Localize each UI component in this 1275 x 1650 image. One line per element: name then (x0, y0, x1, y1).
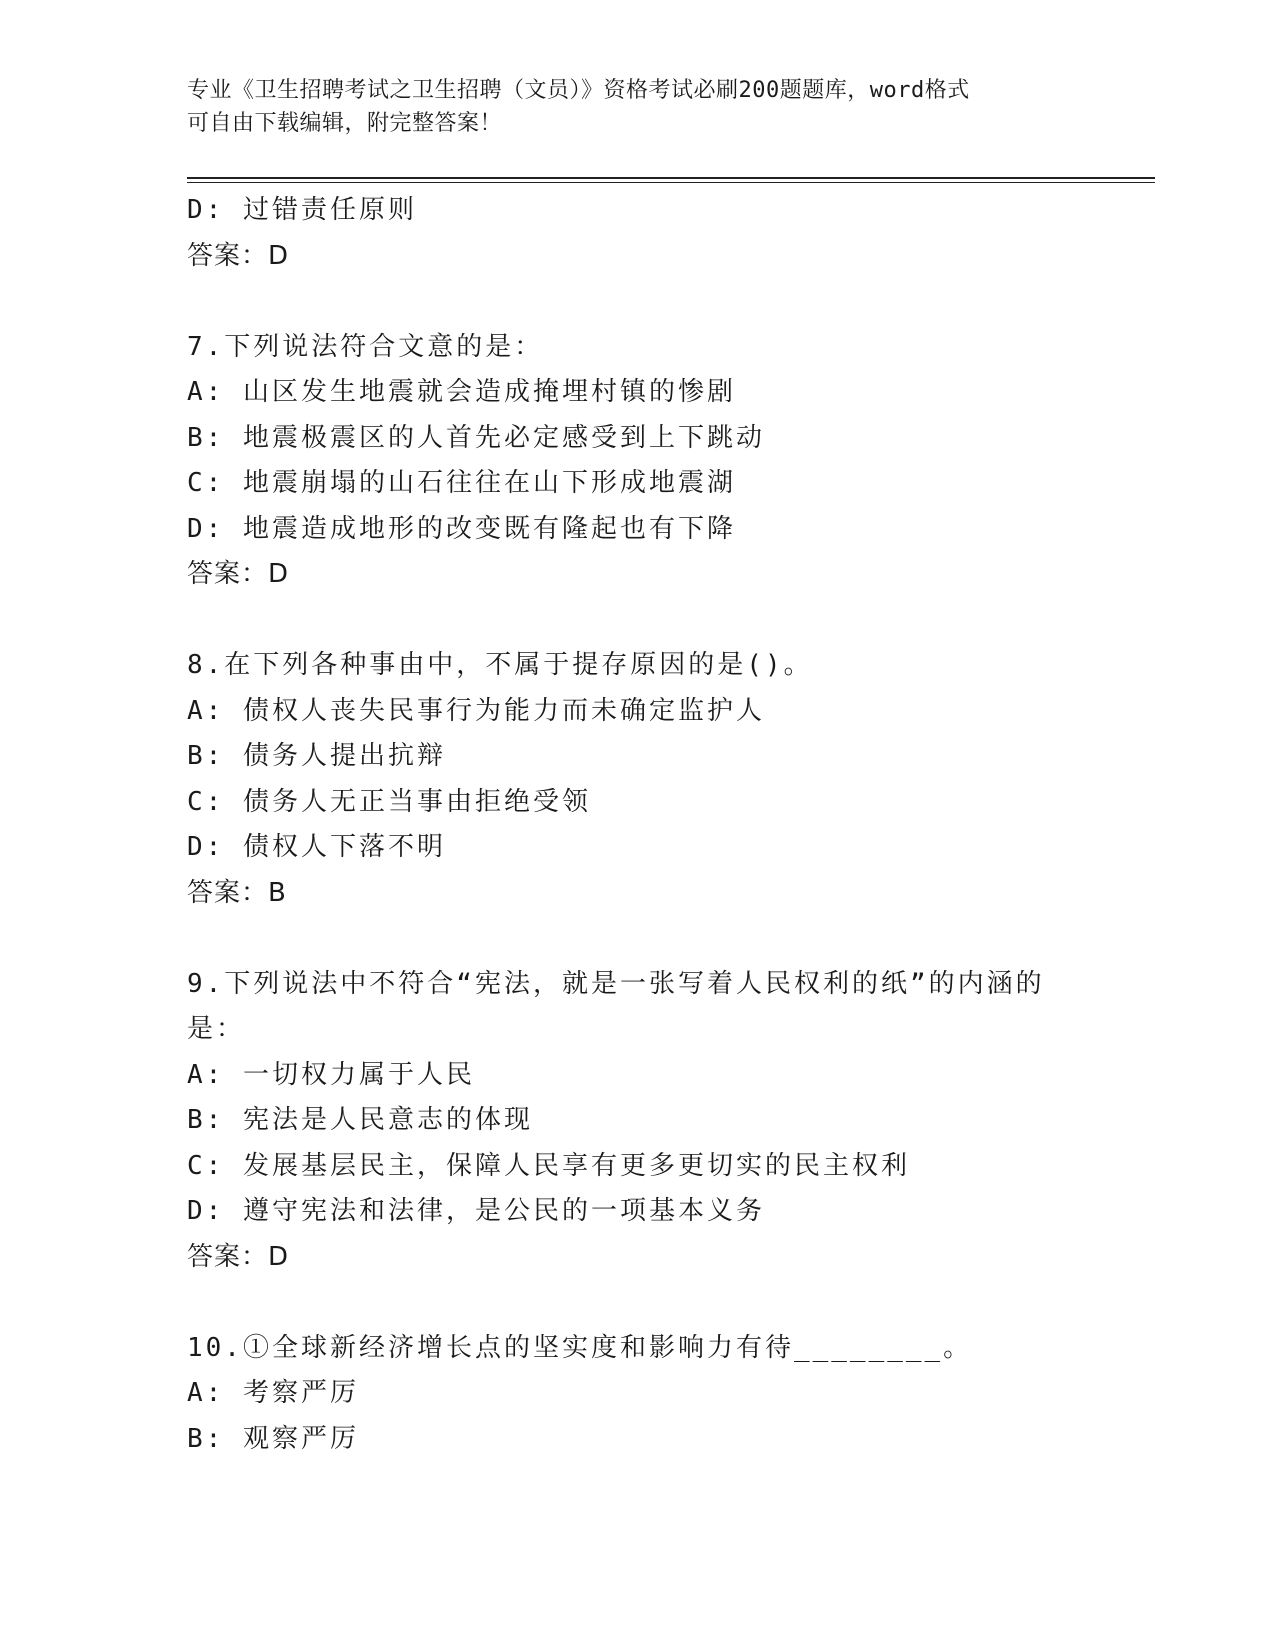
question-10 (187, 1326, 1087, 1463)
option-d-carryover: D: 过错责任原则 (187, 195, 417, 225)
option-d: D: 遵守宪法和法律，是公民的一项基本义务 (187, 1196, 765, 1226)
option-a: A: 债权人丧失民事行为能力而未确定监护人 (187, 695, 765, 726)
option-b: B: 宪法是人民意志的体现 (187, 1105, 533, 1135)
option-a: A: 一切权力属于人民 (187, 1059, 475, 1090)
option-c: C: 债务人无正当事由拒绝受领 (187, 786, 591, 817)
question-stem-line-2: 是： (187, 1014, 246, 1044)
question-7 (187, 325, 1087, 598)
option-b: B: 债务人提出抗辩 (187, 741, 446, 771)
question-stem: 7.下列说法符合文意的是： (187, 331, 544, 362)
option-b: B: 地震极震区的人首先必定感受到上下跳动 (187, 422, 765, 453)
question-9 (187, 962, 1087, 1281)
document-header (187, 74, 1087, 140)
question-list (187, 188, 1087, 1462)
answer: 答案：D (187, 1241, 290, 1272)
option-c: C: 地震崩塌的山石往往在山下形成地震湖 (187, 468, 736, 498)
question-8 (187, 643, 1087, 916)
option-d: D: 债权人下落不明 (187, 832, 446, 862)
spacer (187, 598, 1087, 644)
spacer (187, 279, 1087, 325)
question-stem: 8.在下列各种事由中，不属于提存原因的是()。 (187, 650, 813, 680)
option-c: C: 发展基层民主，保障人民享有更多更切实的民主权利 (187, 1150, 910, 1181)
question-stem-line-1: 9.下列说法中不符合“宪法，就是一张写着人民权利的纸”的内涵的 (187, 968, 1045, 999)
answer: 答案：B (187, 877, 287, 908)
header-line-1: 专业《卫生招聘考试之卫生招聘（文员）》资格考试必刷200题题库，word格式 (187, 78, 970, 103)
option-b: B: 观察严厉 (187, 1423, 359, 1454)
header-divider-thick (187, 177, 1155, 179)
question-stem: 10.①全球新经济增长点的坚实度和影响力有待________。 (187, 1332, 973, 1363)
answer-carryover: 答案：D (187, 240, 290, 271)
spacer (187, 916, 1087, 962)
option-a: A: 考察严厉 (187, 1378, 359, 1408)
header-line-2: 可自由下载编辑，附完整答案！ (187, 111, 503, 136)
option-d: D: 地震造成地形的改变既有隆起也有下降 (187, 513, 736, 544)
spacer (187, 1280, 1087, 1326)
option-a: A: 山区发生地震就会造成掩埋村镇的惨剧 (187, 377, 736, 407)
answer: 答案：D (187, 559, 290, 589)
header-divider-thin (187, 182, 1155, 183)
